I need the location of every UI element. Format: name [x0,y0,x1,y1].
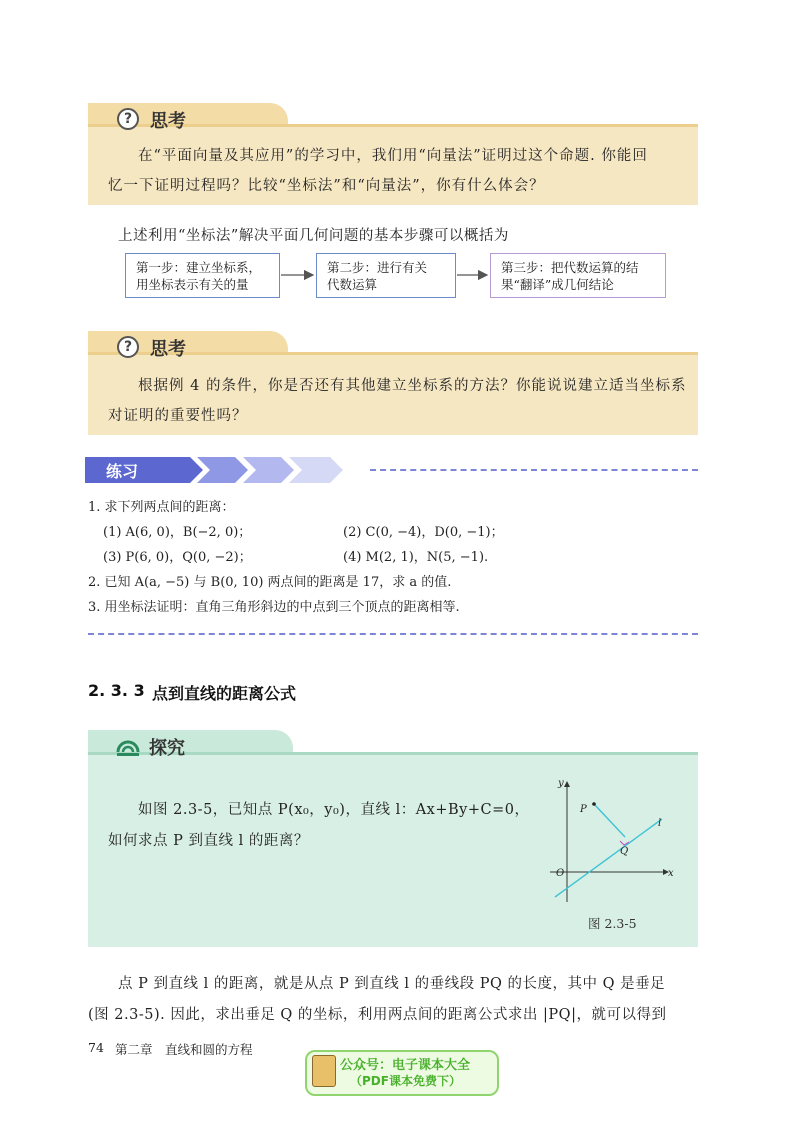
practice-question: 3. 用坐标法证明：直角三角形斜边的中点到三个顶点的距离相等. [88,600,460,615]
flow-step-text: 第三步：把代数运算的结 [501,260,639,275]
explore-icon [115,736,141,758]
flow-arrows [0,0,800,320]
practice-subquestion: (4) M(2, 1)，N(5, −1). [343,550,489,565]
chapter-name: 第二章 直线和圆的方程 [115,1042,253,1057]
think-text-line: 忆一下证明过程吗？比较“坐标法”和“向量法”，你有什么体会？ [108,178,545,194]
section-number: 2. 3. 3 [88,681,145,700]
point-p [592,802,596,806]
watermark-line: 公众号：电子课本大全 [340,1058,471,1073]
body-text-line: 点 P 到直线 l 的距离，就是从点 P 到直线 l 的垂线段 PQ 的长度，其中 Q 是垂足 [118,976,666,992]
question-icon: ? [117,336,139,358]
flow-step-text: 果“翻译”成几何结论 [501,277,614,292]
watermark-line: （PDF课本免费下） [350,1074,461,1088]
practice-divider-bottom [88,633,698,635]
question-icon: ? [117,108,139,130]
label-p: P [580,804,587,815]
think-text-line: 在“平面向量及其应用”的学习中，我们用“向量法”证明过这个命题. 你能回 [138,148,648,164]
flow-step-text: 第一步：建立坐标系， [136,260,262,275]
label-q: Q [620,846,629,857]
think-text-line: 根据例 4 的条件，你是否还有其他建立坐标系的方法？你能说说建立适当坐标系 [138,378,687,394]
practice-divider-top [370,469,698,471]
page-number: 74 [88,1040,104,1055]
segment-pq [594,804,625,837]
flow-step-text: 第二步：进行有关 [327,260,428,275]
think-title: 思考 [150,339,186,360]
section-title: 点到直线的距离公式 [152,684,297,703]
explore-title: 探究 [149,738,185,759]
practice-subquestion: (2) C(0, −4)，D(0, −1)； [343,525,504,540]
label-y: y [558,778,564,789]
practice-subquestion: (3) P(6, 0)，Q(0, −2)； [103,550,252,565]
flow-step-text: 代数运算 [327,277,378,292]
label-x: x [668,868,674,879]
think-title: 思考 [150,111,186,132]
label-l: l [658,818,662,829]
practice-subquestion: (1) A(6, 0)，B(−2, 0)； [103,525,252,540]
flow-step-text: 用坐标表示有关的量 [136,277,249,292]
line-l [555,819,662,897]
label-o: O [556,868,565,879]
figure-caption: 图 2.3-5 [588,916,637,931]
practice-question: 2. 已知 A(a, −5) 与 B(0, 10) 两点间的距离是 17，求 a 的值. [88,575,452,590]
practice-question: 1. 求下列两点间的距离： [88,500,235,515]
book-icon [312,1055,336,1087]
think-text-line: 对证明的重要性吗？ [108,408,248,424]
summary-text: 上述利用“坐标法”解决平面几何问题的基本步骤可以概括为 [118,228,509,244]
explore-text-line: 如图 2.3-5，已知点 P(x₀，y₀)，直线 l：Ax+By+C=0， [138,802,530,818]
body-text-line: (图 2.3-5). 因此，求出垂足 Q 的坐标，利用两点间的距离公式求出 |PQ|，就可以得到 [88,1007,667,1023]
figure-diagram [540,772,685,912]
practice-title: 练习 [106,462,139,481]
explore-text-line: 如何求点 P 到直线 l 的距离？ [108,833,309,849]
